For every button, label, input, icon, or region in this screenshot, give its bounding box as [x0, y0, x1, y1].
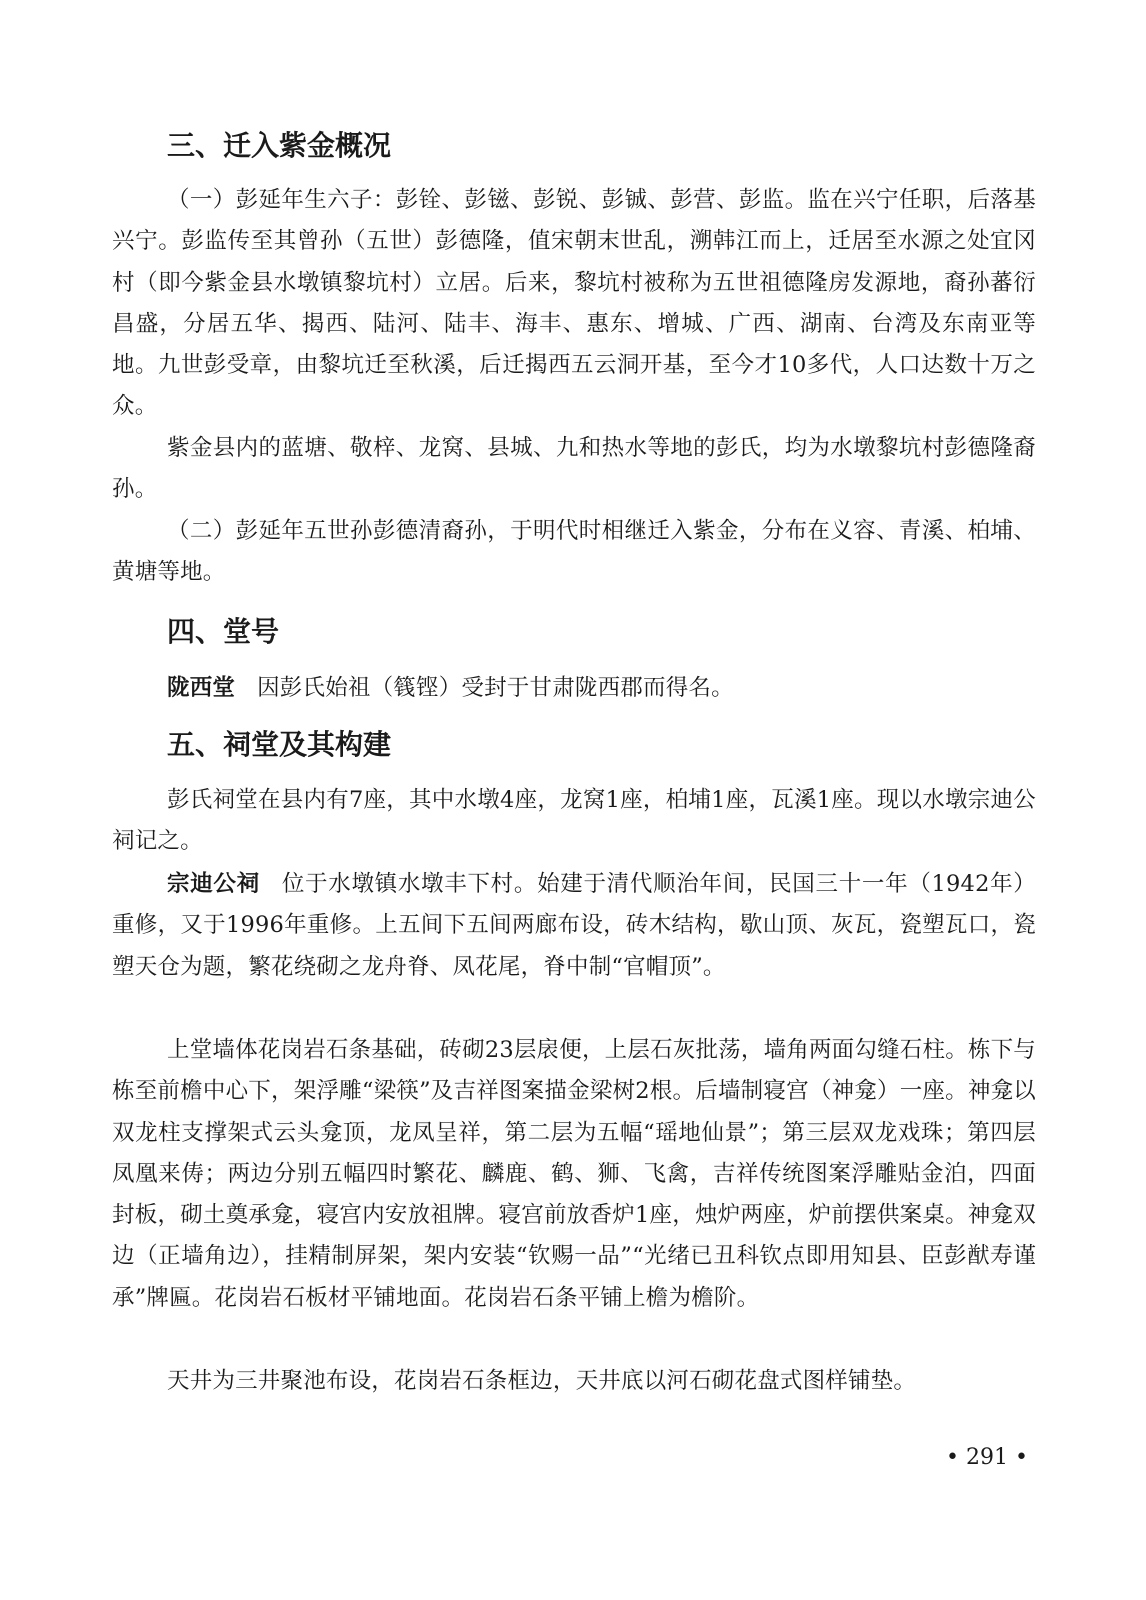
hall-name-description: 因彭氏始祖（篯铿）受封于甘肃陇西郡而得名。 [257, 675, 734, 701]
section-heading-hall-name: 四、堂号 [167, 615, 280, 648]
zongdi-hall-description: 位于水墩镇水墩丰下村。始建于清代顺治年间，民国三十一年（1942年）重修，又于1996年重修。上五间下五间两廊布设，砖木结构，歇山顶、灰瓦，瓷塑瓦口，瓷塑天仓为题，繁花绕砌之龙舟脊、凤花尾，脊中制“官帽顶”。 [112, 871, 1037, 980]
section-heading-migration: 三、迁入紫金概况 [167, 129, 392, 162]
page-number: • 291 • [946, 1445, 1028, 1470]
paragraph-ancestral-hall-2 [112, 864, 1036, 988]
paragraph-migration-1: （一）彭延年生六子：彭铨、彭镃、彭锐、彭铖、彭营、彭监。监在兴宁任职，后落基兴宁。彭监传至其曾孙（五世）彭德隆，值宋朝末世乱，溯韩江而上，迁居至水源之处宜冈村（即今紫金县水墩镇黎坑村）立居。后来，黎坑村被称为五世祖德隆房发源地，裔孙蕃衍昌盛，分居五华、揭西、陆河、陆丰、海丰、惠东、增城、广西、湖南、台湾及东南亚等地。九世彭受章，由黎坑迁至秋溪，后迁揭西五云洞开基，至今才10多代，人口达数十万之众。 [112, 187, 1036, 420]
paragraph-hall-name [112, 668, 1036, 709]
paragraph-migration-2: 紫金县内的蓝塘、敬梓、龙窝、县城、九和热水等地的彭氏，均为水墩黎坑村彭德隆裔孙。 [112, 435, 1036, 503]
paragraph-migration-3: （二）彭延年五世孙彭德清裔孙，于明代时相继迁入紫金，分布在义容、青溪、柏埔、黄塘等地。 [112, 518, 1036, 586]
paragraph-ancestral-hall-3: 上堂墙体花岗岩石条基础，砖砌23层扆便，上层石灰批荡，墙角两面勾缝石柱。栋下与栋至前檐中心下，架浮雕“梁筷”及吉祥图案描金梁树2根。后墙制寝宫（神龛）一座。神龛以双龙柱支撑架式云头龛顶，龙凤呈祥，第二层为五幅“瑶地仙景”；第三层双龙戏珠；第四层凤凰来俦；两边分别五幅四时繁花、麟鹿、鹤、狮、飞禽，吉祥传统图案浮雕贴金泊，四面封板，砌土奠承龛，寝宫内安放祖牌。寝宫前放香炉1座，烛炉两座，炉前摆供案桌。神龛双边（正墙角边），挂精制屏架，架内安装“钦赐一品”“光绪已丑科钦点即用知县、臣彭猷寿谨承”牌匾。花岗岩石板材平铺地面。花岗岩石条平铺上檐为檐阶。 [112, 1037, 1036, 1311]
section-heading-ancestral-hall: 五、祠堂及其构建 [167, 728, 392, 761]
paragraph-ancestral-hall-1: 彭氏祠堂在县内有7座，其中水墩4座，龙窝1座，柏埔1座，瓦溪1座。现以水墩宗迪公祠记之。 [112, 787, 1036, 855]
zongdi-hall-term: 宗迪公祠 [167, 871, 260, 897]
paragraph-ancestral-hall-4: 天井为三井聚池布设，花岗岩石条框边，天井底以河石砌花盘式图样铺垫。 [167, 1368, 917, 1394]
hall-name-term: 陇西堂 [167, 675, 236, 701]
